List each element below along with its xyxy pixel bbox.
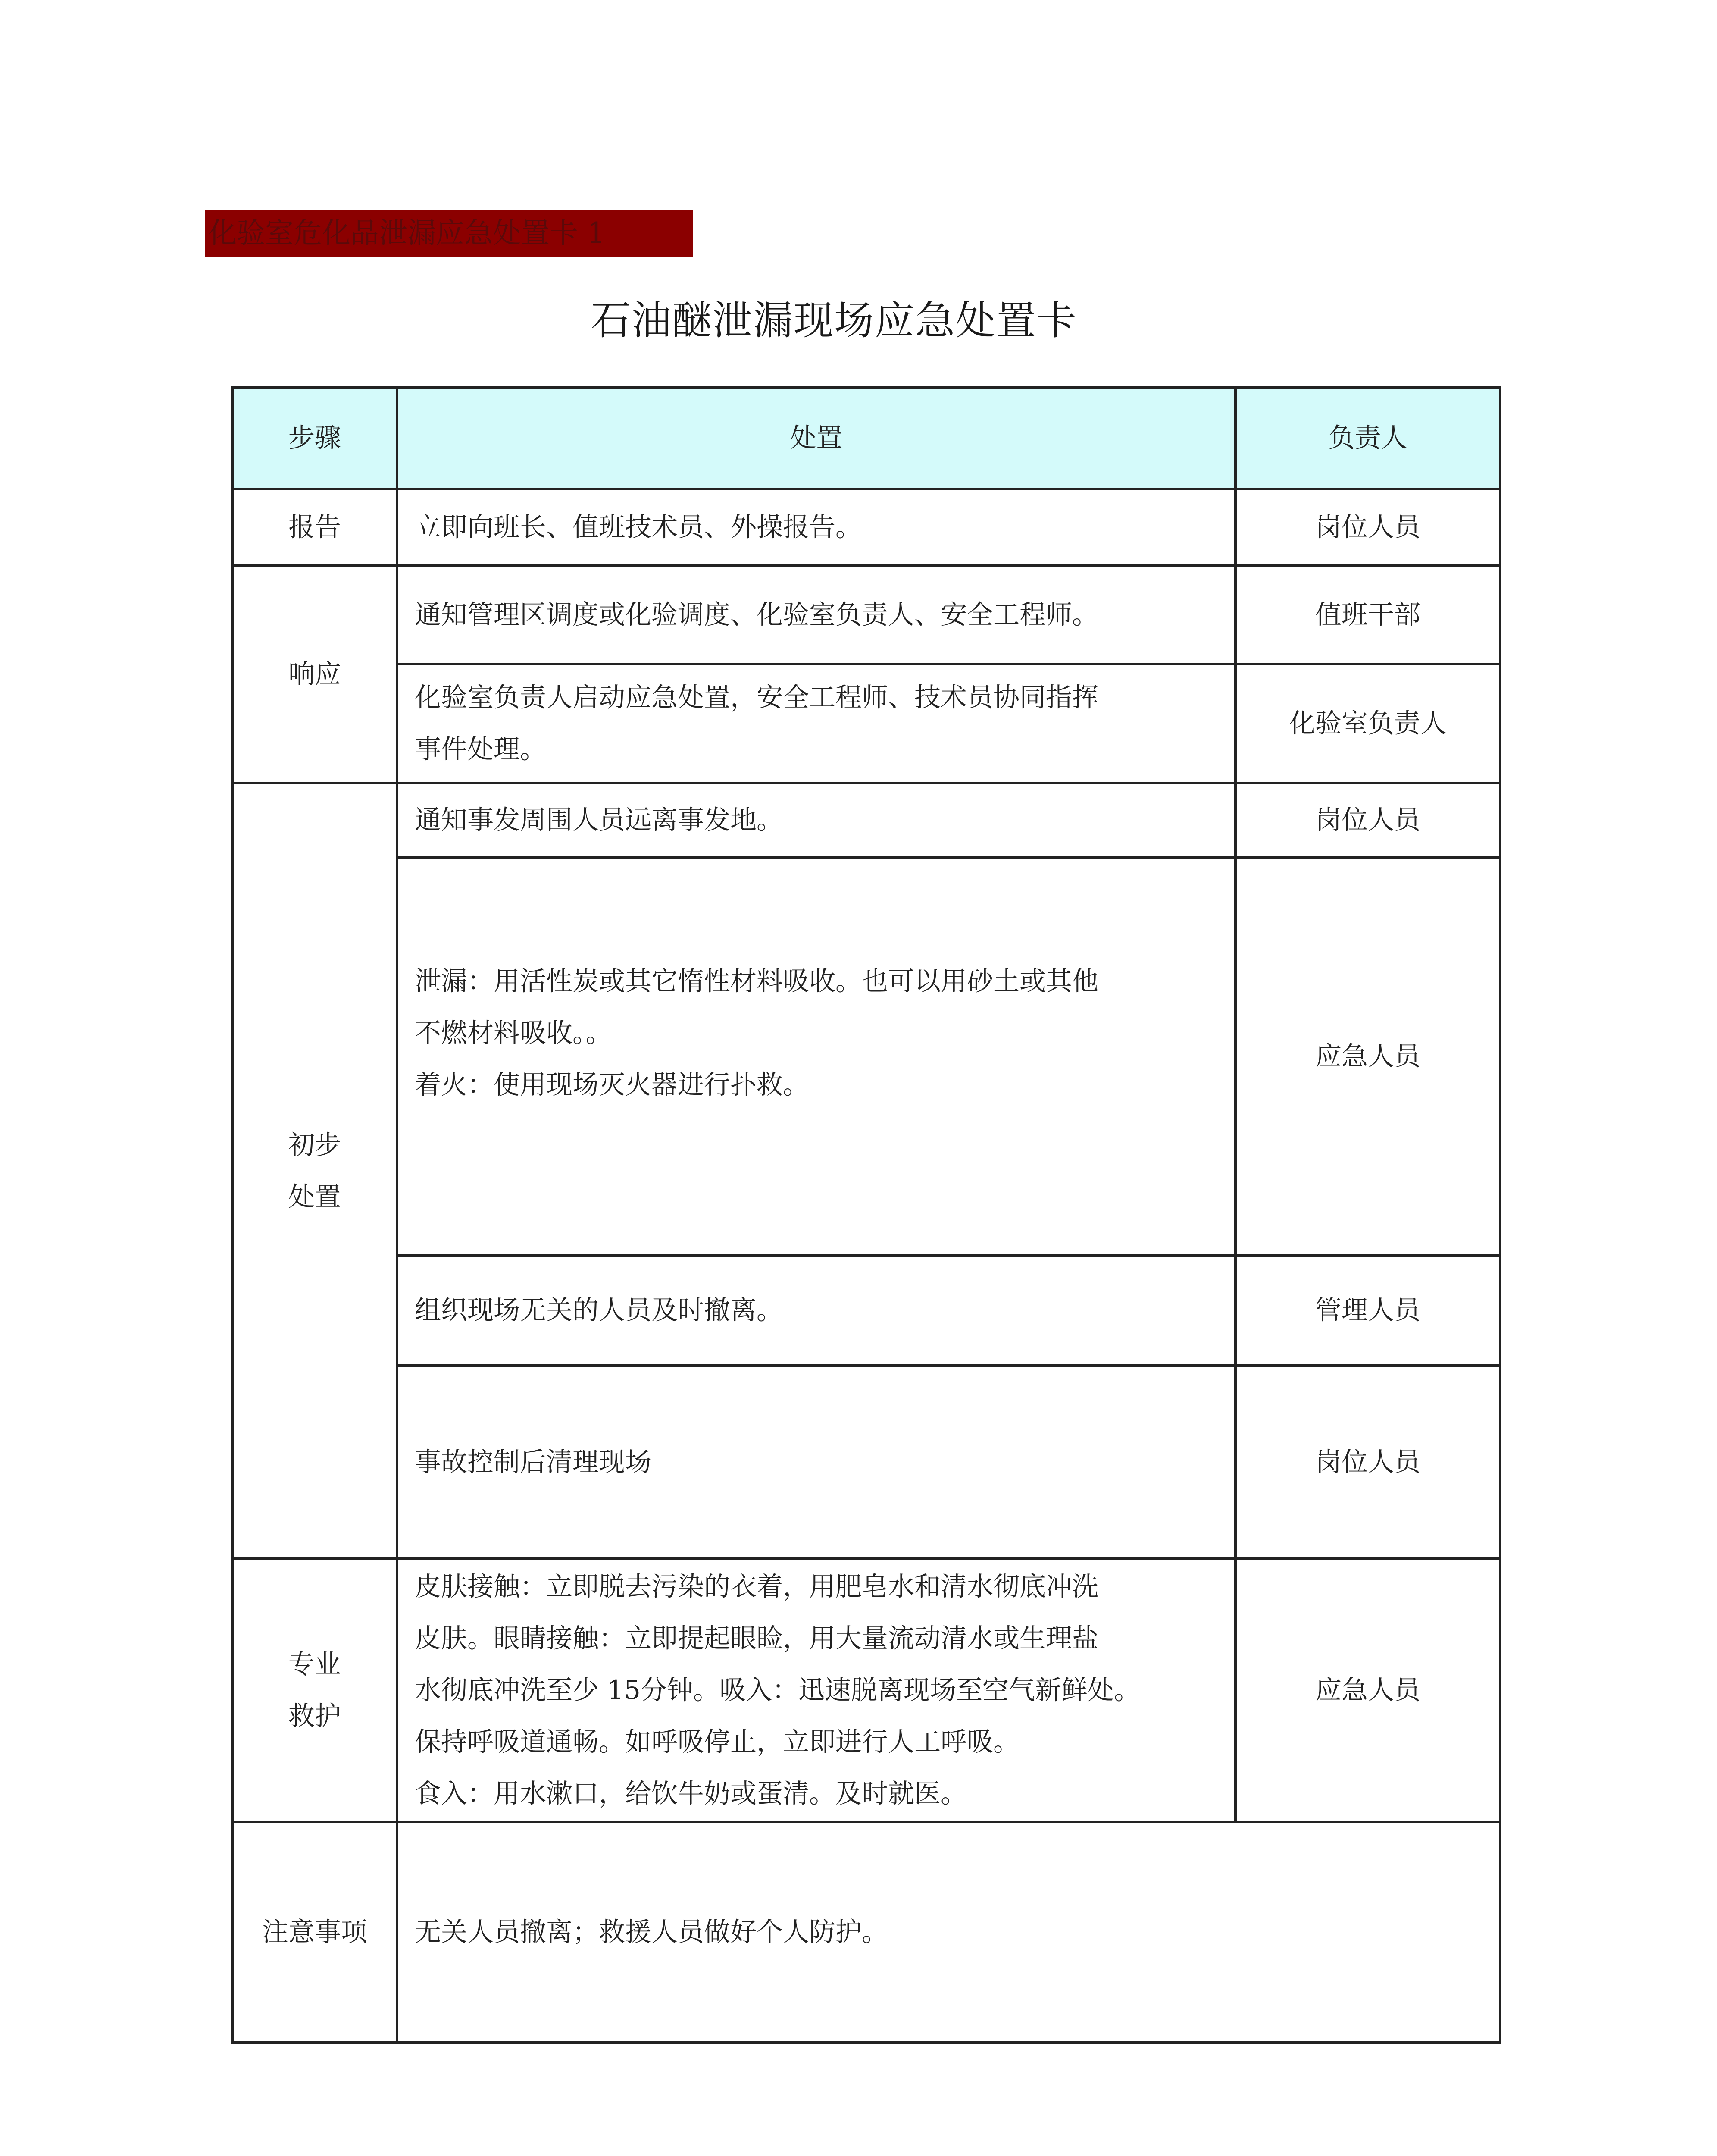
owner-cell: 应急人员 (1235, 857, 1500, 1255)
header-step: 步骤 (232, 387, 397, 489)
table-row (232, 1559, 1500, 1822)
action-cell (397, 857, 1235, 1255)
step-line: 专业 (288, 1649, 341, 1680)
action-cell: 立即向班长、值班技术员、外操报告。 (397, 489, 1235, 565)
owner-cell: 岗位人员 (1235, 783, 1500, 857)
table-header-row (232, 387, 1500, 489)
table-row (232, 1366, 1500, 1559)
owner-cell: 值班干部 (1235, 565, 1500, 664)
step-cell-report: 报告 (232, 489, 397, 565)
step-cell-notes: 注意事项 (232, 1822, 397, 2043)
action-cell (397, 1559, 1235, 1822)
owner-cell: 管理人员 (1235, 1255, 1500, 1366)
notes-cell: 无关人员撤离；救援人员做好个人防护。 (397, 1822, 1500, 2043)
step-line: 初步 (288, 1129, 341, 1160)
action-cell (397, 664, 1235, 783)
action-line: 皮肤接触：立即脱去污染的衣着，用肥皂水和清水彻底冲洗 (415, 1571, 1099, 1602)
action-line: 水彻底冲洗至少 15分钟。吸入：迅速脱离现场至空气新鲜处。 (415, 1675, 1141, 1705)
action-line: 保持呼吸道通畅。如呼吸停止，立即进行人工呼吸。 (415, 1727, 1020, 1757)
action-line: 泄漏：用活性炭或其它惰性材料吸收。也可以用砂土或其他 (415, 966, 1099, 997)
step-line: 救护 (288, 1701, 341, 1731)
document-tag-banner: 化验室危化品泄漏应急处置卡 1 (205, 210, 693, 257)
step-cell-rescue (232, 1559, 397, 1822)
table-row (232, 664, 1500, 783)
action-cell: 通知事发周围人员远离事发地。 (397, 783, 1235, 857)
action-line: 着火：使用现场灭火器进行扑救。 (415, 1069, 810, 1100)
emergency-procedure-table (231, 386, 1501, 2044)
table-row (232, 857, 1500, 1255)
table-row (232, 1822, 1500, 2043)
step-line: 处置 (288, 1181, 341, 1212)
action-cell: 事故控制后清理现场 (397, 1366, 1235, 1559)
action-line: 事件处理。 (415, 734, 547, 765)
step-cell-initial (232, 783, 397, 1559)
owner-cell: 岗位人员 (1235, 1366, 1500, 1559)
owner-cell: 岗位人员 (1235, 489, 1500, 565)
action-cell: 通知管理区调度或化验调度、化验室负责人、安全工程师。 (397, 565, 1235, 664)
action-line: 食入：用水漱口，给饮牛奶或蛋清。及时就医。 (415, 1778, 967, 1809)
table-row (232, 1255, 1500, 1366)
action-line: 皮肤。眼睛接触：立即提起眼睑，用大量流动清水或生理盐 (415, 1623, 1099, 1654)
owner-cell: 应急人员 (1235, 1559, 1500, 1822)
table-row (232, 489, 1500, 565)
table-row (232, 783, 1500, 857)
step-cell-response: 响应 (232, 565, 397, 783)
action-cell: 组织现场无关的人员及时撤离。 (397, 1255, 1235, 1366)
action-line: 不燃材料吸收。。 (415, 1018, 612, 1048)
owner-cell: 化验室负责人 (1235, 664, 1500, 783)
header-action: 处置 (397, 387, 1235, 489)
page-title: 石油醚泄漏现场应急处置卡 (591, 298, 1077, 344)
action-line: 化验室负责人启动应急处置，安全工程师、技术员协同指挥 (415, 682, 1099, 713)
header-owner: 负责人 (1235, 387, 1500, 489)
table-row (232, 565, 1500, 664)
